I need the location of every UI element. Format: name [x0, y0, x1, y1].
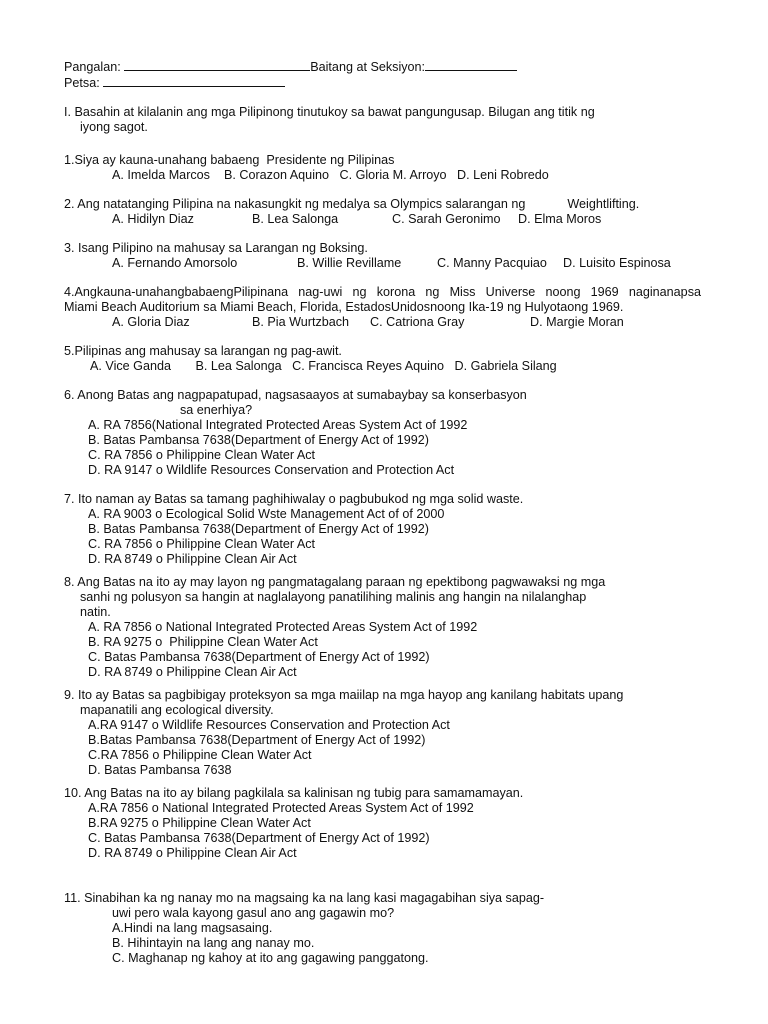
question-stem: 10. Ang Batas na ito ay bilang pagkilala sa kalinisan ng tubig para samamamayan. [64, 786, 524, 800]
question-options [64, 315, 714, 330]
question-options[interactable]: A. Imelda Marcos B. Corazon Aquino C. Gloria M. Arroyo D. Leni Robredo [112, 168, 549, 182]
question-4 [64, 285, 714, 330]
name-label: Pangalan: [64, 60, 121, 74]
question-10 [64, 786, 714, 861]
option-a[interactable]: A.Hindi na lang magsasaing. [112, 921, 273, 935]
option-b[interactable]: B.RA 9275 o Philippine Clean Water Act [88, 816, 311, 830]
worksheet [64, 59, 714, 966]
option-b[interactable]: B. Willie Revillame [297, 256, 402, 270]
option-c[interactable]: C. Manny Pacquiao [437, 256, 547, 270]
option-a[interactable]: A. Fernando Amorsolo [112, 256, 238, 270]
question-stem: 7. Ito naman ay Batas sa tamang paghihiwalay o pagbubukod ng mga solid waste. [64, 492, 524, 506]
question-5 [64, 344, 714, 374]
option-b[interactable]: B. Lea Salonga [252, 212, 339, 226]
option-c[interactable]: C. Sarah Geronimo [392, 212, 501, 226]
grade-label: Baitang at Seksiyon: [310, 60, 426, 74]
question-options [64, 256, 714, 271]
option-a[interactable]: A. Gloria Diaz [112, 315, 190, 329]
question-stem-line-1: 6. Anong Batas ang nagpapatupad, nagsasaayos at sumabaybay sa konserbasyon [64, 388, 527, 402]
instructions-line-2: iyong sagot. [80, 120, 148, 134]
option-a[interactable]: A.RA 7856 o National Integrated Protected Areas System Act of 1992 [88, 801, 474, 815]
option-d[interactable]: D. Elma Moros [518, 212, 602, 226]
question-stem-line-2: Miami Beach Auditorium sa Miami Beach, Florida, EstadosUnidosnoong Ika-19 ng Hulyotaong 1969. [64, 300, 624, 314]
question-6 [64, 388, 714, 478]
question-stem-line-2: sa enerhiya? [180, 403, 253, 417]
question-stem-line-2: uwi pero wala kayong gasul ano ang gagawin mo? [112, 906, 395, 920]
grade-blank[interactable] [425, 59, 517, 71]
question-3 [64, 241, 714, 271]
option-a[interactable]: A. RA 7856 o National Integrated Protected Areas System Act of 1992 [88, 620, 478, 634]
question-8 [64, 575, 714, 680]
question-stem-line-2: sanhi ng polusyon sa hangin at naglalayong panatilihing malinis ang hangin na nilalanghap [80, 590, 587, 604]
option-b[interactable]: B.Batas Pambansa 7638(Department of Energy Act of 1992) [88, 733, 426, 747]
option-b[interactable]: B. Batas Pambansa 7638(Department of Energy Act of 1992) [88, 433, 429, 447]
option-d[interactable]: D. Margie Moran [530, 315, 624, 329]
option-b[interactable]: B. Batas Pambansa 7638(Department of Energy Act of 1992) [88, 522, 429, 536]
name-blank[interactable] [124, 59, 310, 71]
question-stem: 5.Pilipinas ang mahusay sa larangan ng pag-awit. [64, 344, 342, 358]
question-stem-line-3: natin. [80, 605, 111, 619]
option-d[interactable]: D. RA 9147 o Wildlife Resources Conservation and Protection Act [88, 463, 455, 477]
question-stem-line-1: 11. Sinabihan ka ng nanay mo na magsaing ka na lang kasi magagabihan siya sapag- [64, 891, 545, 905]
header-row-2 [64, 75, 714, 91]
question-stem: 1.Siya ay kauna-unahang babaeng Presidente ng Pilipinas [64, 153, 395, 167]
option-b[interactable]: B. Hihintayin na lang ang nanay mo. [112, 936, 315, 950]
option-b[interactable]: B. RA 9275 o Philippine Clean Water Act [88, 635, 318, 649]
option-c[interactable]: C. Catriona Gray [370, 315, 465, 329]
instructions [64, 105, 714, 135]
question-9 [64, 688, 714, 778]
question-stem-line-1: 8. Ang Batas na ito ay may layon ng pangmatagalang paraan ng epektibong pagwawaksi ng mga [64, 575, 606, 589]
question-options [64, 212, 714, 227]
option-d[interactable]: D. Batas Pambansa 7638 [88, 763, 232, 777]
question-stem-line-1: 4.Angkauna-unahangbabaengPilipinana nag-uwi ng korona ng Miss Universe noong 1969 naginanapsa [64, 285, 701, 299]
option-c[interactable]: C.RA 7856 o Philippine Clean Water Act [88, 748, 312, 762]
option-a[interactable]: A.RA 9147 o Wildlife Resources Conservation and Protection Act [88, 718, 450, 732]
option-a[interactable]: A. RA 9003 o Ecological Solid Wste Management Act of of 2000 [88, 507, 445, 521]
question-stem-line-2: mapanatili ang ecological diversity. [80, 703, 274, 717]
option-d[interactable]: D. Luisito Espinosa [563, 256, 671, 270]
question-11 [64, 891, 714, 966]
question-2 [64, 197, 714, 227]
question-stem: 2. Ang natatanging Pilipina na nakasungkit ng medalya sa Olympics salarangan ng Weightlifting. [64, 197, 640, 211]
date-label: Petsa: [64, 76, 100, 90]
option-c[interactable]: C. Batas Pambansa 7638(Department of Energy Act of 1992) [88, 650, 430, 664]
option-a[interactable]: A. Hidilyn Diaz [112, 212, 194, 226]
header-row-1 [64, 59, 714, 75]
option-c[interactable]: C. RA 7856 o Philippine Clean Water Act [88, 448, 316, 462]
option-d[interactable]: D. RA 8749 o Philippine Clean Air Act [88, 665, 297, 679]
question-1 [64, 153, 714, 183]
option-c[interactable]: C. RA 7856 o Philippine Clean Water Act [88, 537, 316, 551]
question-stem-line-1: 9. Ito ay Batas sa pagbibigay proteksyon sa mga maiilap na mga hayop ang kanilang habitats upang [64, 688, 624, 702]
option-d[interactable]: D. RA 8749 o Philippine Clean Air Act [88, 552, 297, 566]
question-7 [64, 492, 714, 567]
question-options[interactable]: A. Vice Ganda B. Lea Salonga C. Francisca Reyes Aquino D. Gabriela Silang [90, 359, 557, 373]
option-c[interactable]: C. Maghanap ng kahoy at ito ang gagawing panggatong. [112, 951, 429, 965]
option-a[interactable]: A. RA 7856(National Integrated Protected Areas System Act of 1992 [88, 418, 468, 432]
option-d[interactable]: D. RA 8749 o Philippine Clean Air Act [88, 846, 297, 860]
date-blank[interactable] [103, 75, 285, 87]
instructions-line-1: I. Basahin at kilalanin ang mga Pilipinong tinutukoy sa bawat pangungusap. Bilugan ang titik ng [64, 105, 595, 119]
option-c[interactable]: C. Batas Pambansa 7638(Department of Energy Act of 1992) [88, 831, 430, 845]
question-stem: 3. Isang Pilipino na mahusay sa Larangan ng Boksing. [64, 241, 368, 255]
option-b[interactable]: B. Pia Wurtzbach [252, 315, 350, 329]
